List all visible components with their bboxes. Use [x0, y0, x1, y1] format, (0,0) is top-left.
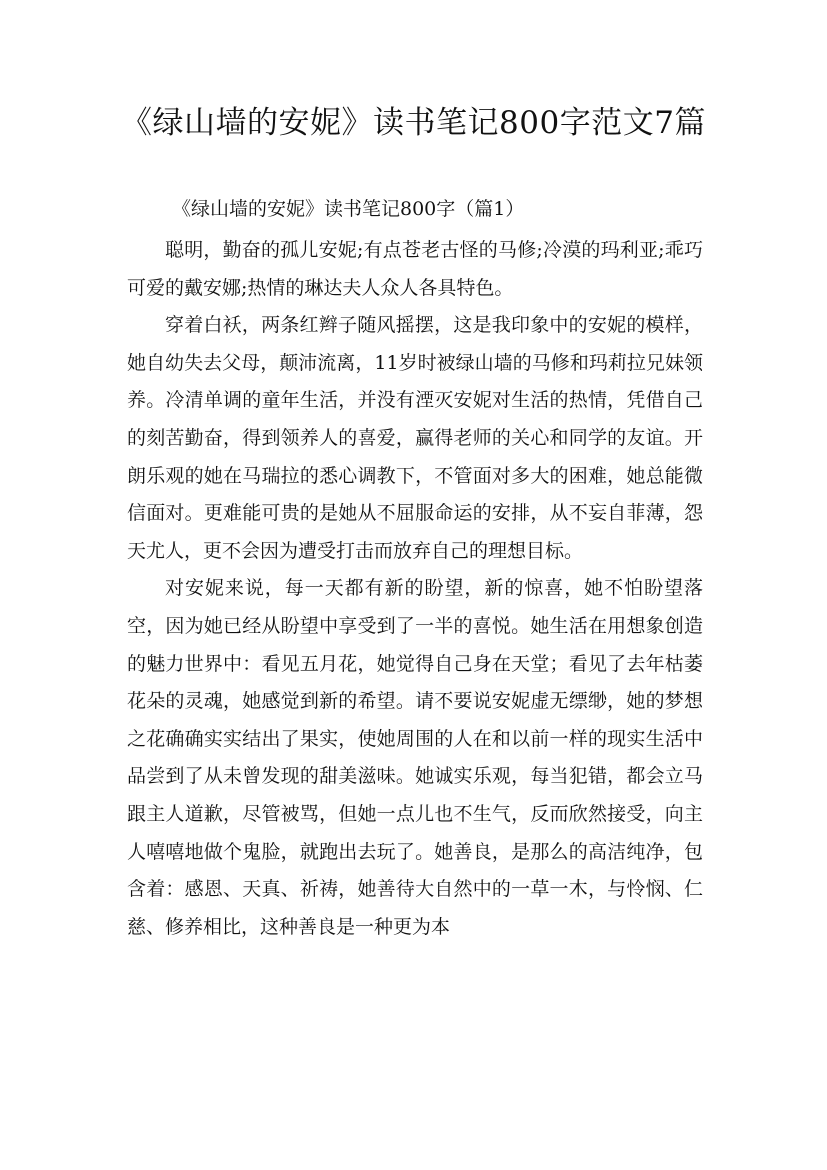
document-title: 《绿山墙的安妮》读书笔记800字范文7篇	[121, 105, 706, 141]
document-body	[127, 232, 703, 946]
paragraph: 穿着白袄，两条红辫子随风摇摆，这是我印象中的安妮的模样，她自幼失去父母，颠沛流离，11岁时被绿山墙的马修和玛莉拉兄妹领养。冷清单调的童年生活，并没有湮灭安妮对生活的热情，凭借自己的刻苦勤奋，得到领养人的喜爱，赢得老师的关心和同学的友谊。开朗乐观的她在马瑞拉的悉心调教下，不管面对多大的困难，她总能微信面对。更难能可贵的是她从不屈服命运的安排，从不妄自菲薄，怨天尤人，更不会因为遭受打击而放弃自己的理想目标。	[127, 314, 703, 562]
paragraph: 对安妮来说，每一天都有新的盼望，新的惊喜，她不怕盼望落空，因为她已经从盼望中享受到了一半的喜悦。她生活在用想象创造的魅力世界中：看见五月花，她觉得自己身在天堂；看见了去年枯萎花朵的灵魂，她感觉到新的希望。请不要说安妮虚无缥缈，她的梦想之花确确实实结出了果实，使她周围的人在和以前一样的现实生活中品尝到了从未曾发现的甜美滋味。她诚实乐观，每当犯错，都会立马跟主人道歉，尽管被骂，但她一点儿也不生气，反而欣然接受，向主人嘻嘻地做个鬼脸，就跑出去玩了。她善良，是那么的高洁纯净，包含着：感恩、天真、祈祷，她善待大自然中的一草一木，与怜悯、仁慈、修养相比，这种善良是一种更为本	[127, 577, 703, 938]
paragraph: 聪明，勤奋的孤儿安妮;有点苍老古怪的马修;冷漠的玛利亚;乖巧可爱的戴安娜;热情的琳达夫人众人各具特色。	[127, 239, 703, 299]
section-heading: 《绿山墙的安妮》读书笔记800字（篇1）	[172, 198, 525, 220]
